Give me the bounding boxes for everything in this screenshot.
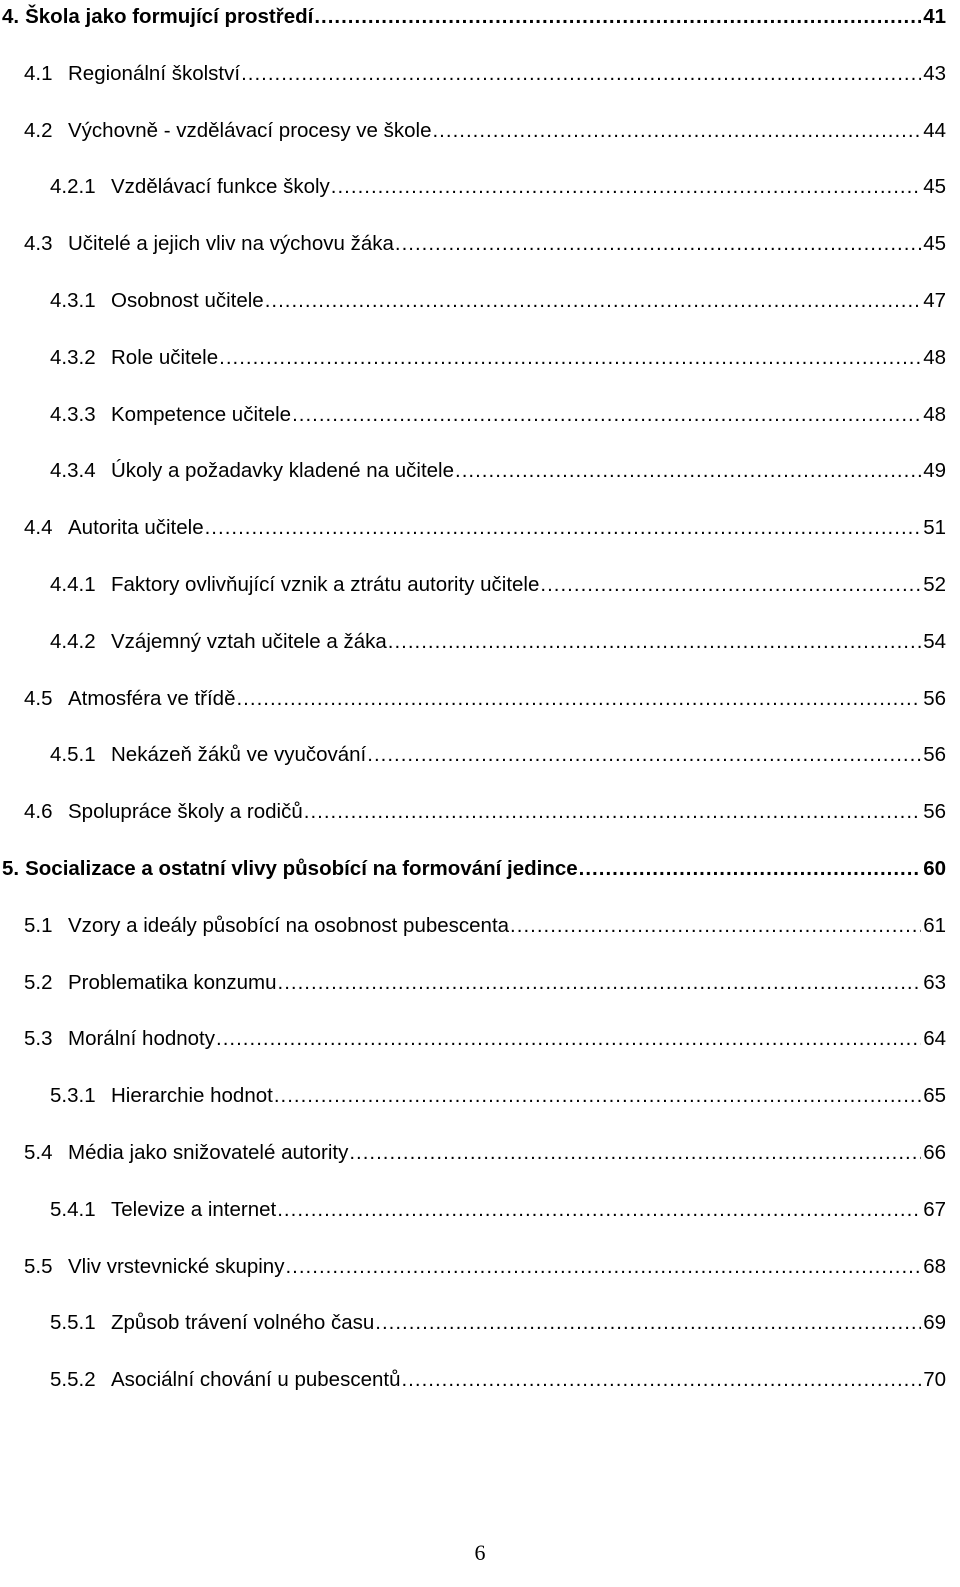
toc-entry-page: 70: [923, 1368, 946, 1392]
toc-entry[interactable]: [0, 174, 960, 200]
toc-entry-page: 61: [923, 913, 946, 937]
toc-entry-page: 56: [923, 800, 946, 824]
toc-dot-leader: [401, 1367, 921, 1393]
toc-entry-page: 44: [923, 118, 946, 142]
toc-entry-page: 48: [923, 402, 946, 426]
toc-dot-leader: [216, 1026, 921, 1052]
toc-entry-title: Problematika konzumu: [68, 970, 277, 994]
toc-entry[interactable]: [0, 1367, 960, 1393]
toc-dot-leader: [265, 288, 921, 314]
toc-entry-title: Vliv vrstevnické skupiny: [68, 1254, 285, 1278]
toc-entry-number: 4.3.1: [50, 289, 96, 312]
toc-dot-leader: [367, 742, 921, 768]
toc-entry[interactable]: [0, 402, 960, 428]
toc-entry-number: 4.5.1: [50, 743, 96, 767]
toc-entry-page: 66: [923, 1141, 946, 1164]
toc-entry-number: 4.5: [24, 686, 53, 710]
toc-dot-leader: [292, 402, 921, 428]
toc-entry-page: 43: [923, 61, 946, 85]
toc-entry[interactable]: [0, 799, 960, 825]
toc-entry-title: Média jako snižovatelé autority: [68, 1141, 349, 1164]
toc-dot-leader: [277, 1197, 921, 1223]
toc-entry-number: 4.3.2: [50, 345, 96, 369]
toc-dot-leader: [388, 629, 921, 655]
toc-entry[interactable]: [0, 345, 960, 371]
toc-entry[interactable]: [0, 118, 960, 144]
toc-entry-page: 41: [923, 5, 946, 28]
toc-entry-title: Vzájemný vztah učitele a žáka: [111, 629, 387, 653]
toc-entry-title: Kompetence učitele: [111, 402, 292, 426]
toc-entry[interactable]: [0, 1083, 960, 1109]
toc-entry-title: Spolupráce školy a rodičů: [68, 800, 303, 824]
toc-entry[interactable]: [0, 515, 960, 541]
toc-entry-page: 51: [923, 516, 946, 540]
toc-dot-leader: [241, 61, 921, 87]
toc-entry-number: 4.2.1: [50, 175, 96, 199]
toc-entry-number: 5.1: [24, 913, 53, 937]
toc-entry-title: Regionální školství: [68, 61, 241, 85]
toc-dot-leader: [236, 686, 921, 712]
toc-entry-number: 4.3.3: [50, 402, 96, 426]
toc-entry-title: Výchovně - vzdělávací procesy ve škole: [68, 118, 432, 142]
toc-entry-title: Vzory a ideály působící na osobnost pubescenta: [68, 913, 510, 937]
toc-dot-leader: [274, 1083, 921, 1109]
toc-entry-page: 49: [923, 459, 946, 483]
toc-entry-number: 5.3: [24, 1027, 53, 1051]
toc-entry-number: 5.4.1: [50, 1197, 96, 1221]
toc-dot-leader: [278, 970, 922, 996]
toc-entry-title: Atmosféra ve třídě: [68, 686, 236, 710]
toc-entry[interactable]: [0, 288, 960, 314]
toc-entry-title: Vzdělávací funkce školy: [111, 175, 330, 199]
toc-entry-number: 4.6: [24, 800, 53, 824]
toc-entry-page: 69: [923, 1311, 946, 1335]
toc-entry[interactable]: [0, 231, 960, 257]
toc-entry-number: 5.5.2: [50, 1368, 96, 1392]
toc-entry-title: Morální hodnoty: [68, 1027, 216, 1051]
toc-entry-page: 68: [923, 1254, 946, 1278]
toc-entry-page: 48: [923, 345, 946, 369]
toc-entry-number: 4.: [2, 5, 20, 28]
toc-entry-title: Role učitele: [111, 345, 219, 369]
toc-entry-number: 4.3.4: [50, 459, 96, 483]
toc-entry-number: 4.4: [24, 516, 53, 540]
toc-entry-number: 5.: [2, 857, 20, 880]
toc-entry-title: Faktory ovlivňující vznik a ztrátu autority učitele: [111, 573, 540, 596]
toc-entry[interactable]: [0, 856, 960, 882]
toc-entry-number: 5.3.1: [50, 1084, 96, 1108]
toc-entry[interactable]: [0, 4, 960, 30]
toc-dot-leader: [540, 572, 921, 598]
toc-entry-page: 67: [923, 1197, 946, 1221]
toc-entry-page: 56: [923, 686, 946, 710]
toc-entry-page: 56: [923, 743, 946, 767]
toc-entry[interactable]: [0, 1197, 960, 1223]
toc-dot-leader: [432, 118, 921, 144]
toc-dot-leader: [304, 799, 921, 825]
toc-entry[interactable]: [0, 686, 960, 712]
toc-entry-number: 5.5.1: [50, 1311, 96, 1335]
toc-entry[interactable]: [0, 970, 960, 996]
toc-entry-number: 5.4: [24, 1141, 53, 1164]
toc-entry-title: Asociální chování u pubescentů: [111, 1368, 401, 1392]
toc-entry[interactable]: [0, 1140, 960, 1166]
toc-entry-title: Škola jako formující prostředí: [25, 5, 314, 28]
toc-entry-page: 60: [923, 857, 946, 880]
toc-entry[interactable]: [0, 742, 960, 768]
toc-dot-leader: [285, 1254, 921, 1280]
toc-entry-title: Úkoly a požadavky kladené na učitele: [111, 459, 455, 483]
toc-entry[interactable]: [0, 458, 960, 484]
toc-dot-leader: [579, 856, 922, 882]
toc-entry-page: 63: [923, 970, 946, 994]
toc-entry-title: Učitelé a jejich vliv na výchovu žáka: [68, 232, 394, 256]
page-number: 6: [474, 1540, 486, 1565]
toc-entry-title: Osobnost učitele: [111, 289, 264, 312]
toc-entry-page: 45: [923, 175, 946, 199]
toc-entry[interactable]: [0, 629, 960, 655]
toc-entry-title: Hierarchie hodnot: [111, 1084, 273, 1108]
toc-dot-leader: [205, 515, 922, 541]
toc-entry-number: 4.4.2: [50, 629, 96, 653]
toc-entry-number: 4.1: [24, 61, 53, 85]
toc-dot-leader: [314, 4, 921, 30]
toc-entry-number: 5.2: [24, 970, 53, 994]
toc-entry-title: Socializace a ostatní vlivy působící na formování jedince: [25, 857, 578, 880]
toc-entry-page: 65: [923, 1084, 946, 1108]
toc-entry-title: Televize a internet: [111, 1197, 277, 1221]
toc-entry-page: 52: [923, 573, 946, 596]
toc-entry-page: 47: [923, 289, 946, 312]
toc-dot-leader: [331, 174, 921, 200]
toc-entry-page: 54: [923, 629, 946, 653]
toc-entry[interactable]: [0, 1254, 960, 1280]
toc-dot-leader: [395, 231, 921, 257]
toc-entry[interactable]: [0, 1310, 960, 1336]
toc-entry-number: 5.5: [24, 1254, 53, 1278]
toc-entry-title: Nekázeň žáků ve vyučování: [111, 743, 367, 767]
toc-entry[interactable]: [0, 913, 960, 939]
toc-entry-page: 64: [923, 1027, 946, 1051]
toc-entry-number: 4.3: [24, 232, 53, 256]
toc-dot-leader: [510, 913, 921, 939]
toc-entry[interactable]: [0, 61, 960, 87]
toc-dot-leader: [349, 1140, 921, 1166]
toc-entry-title: Způsob trávení volného času: [111, 1311, 375, 1335]
toc-entry-number: 4.4.1: [50, 573, 96, 596]
toc-entry[interactable]: [0, 572, 960, 598]
toc-entry-page: 45: [923, 232, 946, 256]
toc-entry-title: Autorita učitele: [68, 516, 204, 540]
toc-dot-leader: [219, 345, 921, 371]
toc-entry[interactable]: [0, 1026, 960, 1052]
toc-entry-number: 4.2: [24, 118, 53, 142]
toc-dot-leader: [455, 458, 921, 484]
toc-dot-leader: [375, 1310, 921, 1336]
